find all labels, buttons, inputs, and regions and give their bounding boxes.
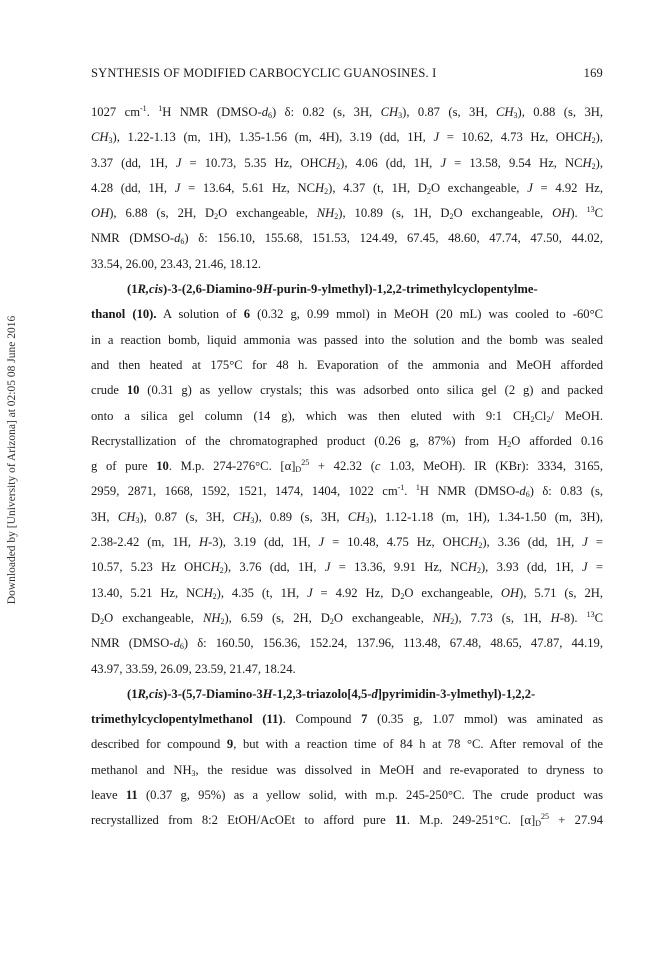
text-line: methanol and $NH_3$, the residue was dissolved in MeOH and re-evaporated to dryness to bbox=[91, 762, 603, 778]
text-line: 3.37 (dd, 1H, J = 10.73, 5.35 Hz, $OHCH_2$), 4.06 (dd, 1H, J = 13.58, 9.54 Hz, $NCH_2$), bbox=[91, 155, 603, 171]
body-text bbox=[91, 100, 603, 834]
text-line: OH), 6.88 (s, 2H, $D_2O$ exchangeable, $NH_2$), 10.89 (s, 1H, $D_2O$ exchangeable, OH). $^{13}$C bbox=[91, 205, 603, 222]
text-line: 33.54, 26.00, 23.43, 21.46, 18.12. bbox=[91, 256, 262, 271]
running-header bbox=[91, 66, 603, 84]
text-line: 13.40, 5.21 Hz, $NCH_2$), 4.35 (t, 1H, J = 4.92 Hz, $D_2O$ exchangeable, OH), 5.71 (s, 2H, bbox=[91, 585, 603, 601]
text-line: NMR $(DMSO-d_6)$ δ: 160.50, 156.36, 152.24, 137.96, 113.48, 67.48, 48.65, 47.87, 44.19, bbox=[91, 636, 603, 652]
text-line: in a reaction bomb, liquid ammonia was passed into the solution and the bomb was sealed bbox=[91, 332, 603, 347]
text-line: $CH_3$), 1.22-1.13 (m, 1H), 1.35-1.56 (m, 4H), 3.19 (dd, 1H, J = 10.62, 4.73 Hz, $OHCH_2$), bbox=[91, 130, 603, 146]
text-line: 43.97, 33.59, 26.09, 23.59, 21.47, 18.24. bbox=[91, 661, 296, 676]
text-line: 1027 $cm^{-1}$. $^1$H NMR $(DMSO-d_6)$ δ: 0.82 (s, 3H, $CH_3$), 0.87 (s, 3H, $CH_3$), 0.88 (s, 3H, bbox=[91, 104, 603, 120]
text-line: 2.38-2.42 (m, 1H, H-3), 3.19 (dd, 1H, J = 10.48, 4.75 Hz, $OHCH_2$), 3.36 (dd, 1H, J = bbox=[91, 535, 603, 551]
compound-heading: (1R,cis)-3-(2,6-Diamino-9H-purin-9-ylmethyl)-1,2,2-trimethylcyclopentylme- bbox=[127, 282, 538, 297]
running-title: SYNTHESIS OF MODIFIED CARBOCYCLIC GUANOSINES. I bbox=[91, 66, 437, 80]
text-line: thanol (10). A solution of 6 (0.32 g, 0.99 mmol) in MeOH (20 mL) was cooled to -60°C bbox=[91, 307, 603, 322]
compound-heading: (1R,cis)-3-(5,7-Diamino-3H-1,2,3-triazolo[4,5-d]pyrimidin-3-ylmethyl)-1,2,2- bbox=[127, 686, 536, 701]
text-line: and then heated at 175°C for 48 h. Evaporation of the ammonia and MeOH afforded bbox=[91, 357, 603, 372]
text-line: 10.57, 5.23 Hz $OHCH_2$), 3.76 (dd, 1H, J = 13.36, 9.91 Hz, $NCH_2$), 3.93 (dd, 1H, J = bbox=[91, 560, 604, 576]
text-line: 3H, $CH_3$), 0.87 (s, 3H, $CH_3$), 0.89 (s, 3H, $CH_3$), 1.12-1.18 (m, 1H), 1.34-1.50 (m, 3H), bbox=[91, 509, 603, 525]
text-line: NMR $(DMSO-d_6)$ δ: 156.10, 155.68, 151.53, 124.49, 67.45, 48.60, 47.74, 47.50, 44.02, bbox=[91, 231, 603, 247]
text-line: described for compound 9, but with a reaction time of 84 h at 78 °C. After removal of the bbox=[91, 737, 603, 752]
download-note: Downloaded by [University of Arizona] at 02:05 08 June 2016 bbox=[6, 315, 18, 605]
text-line: trimethylcyclopentylmethanol (11). Compound 7 (0.35 g, 1.07 mmol) was aminated as bbox=[91, 712, 603, 727]
text-line: $D_2O$ exchangeable, $NH_2$), 6.59 (s, 2H, $D_2O$ exchangeable, $NH_2$), 7.73 (s, 1H, H-8). $^{13}$C bbox=[91, 609, 604, 626]
text-line: leave 11 (0.37 g, 95%) as a yellow solid, with m.p. 245-250°C. The crude product was bbox=[91, 788, 603, 803]
page-number: 169 bbox=[583, 66, 603, 80]
text-line: g of pure 10. M.p. 274-276°C. $[\alpha]_D^{25} + 42.32$ (c 1.03, MeOH). IR (KBr): 3334, 3165, bbox=[91, 458, 603, 475]
text-line: 2959, 2871, 1668, 1592, 1521, 1474, 1404, 1022 $cm^{-1}$. $^1$H NMR $(DMSO-d_6)$ δ: 0.83 (s, bbox=[91, 483, 603, 500]
text-line: onto a silica gel column (14 g), which was then eluted with 9:1 $CH_2Cl_2/$ MeOH. bbox=[91, 408, 603, 424]
text-line: Recrystallization of the chromatographed product (0.26 g, 87%) from $H_2O$ afforded 0.16 bbox=[91, 433, 603, 449]
text-line: 4.28 (dd, 1H, J = 13.64, 5.61 Hz, $NCH_2$), 4.37 (t, 1H, $D_2O$ exchangeable, J = 4.92 Hz, bbox=[91, 180, 603, 196]
download-watermark bbox=[4, 225, 20, 695]
text-line: crude 10 (0.31 g) as yellow crystals; this was adsorbed onto silica gel (2 g) and packed bbox=[91, 383, 604, 398]
text-line: recrystallized from 8:2 EtOH/AcOEt to afford pure 11. M.p. 249-251°C. $[\alpha]_D^{25} + 27.94$ bbox=[91, 812, 603, 829]
